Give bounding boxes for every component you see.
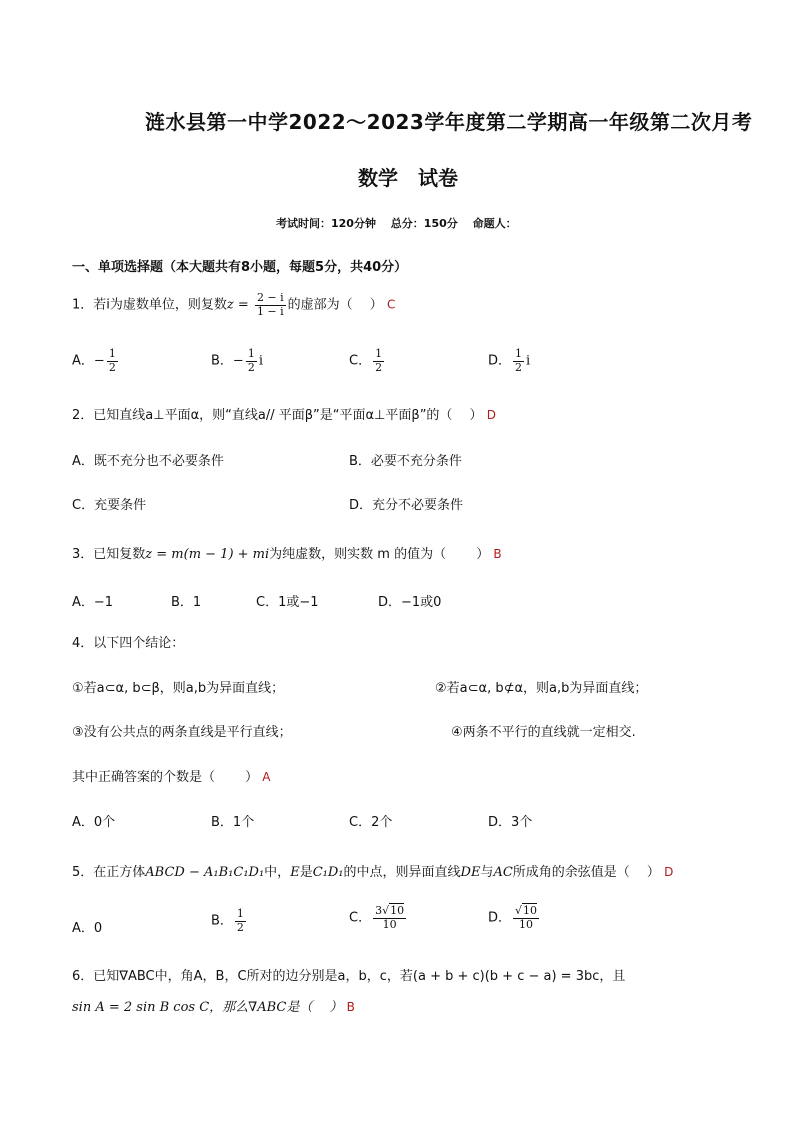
- statement-1: ①若a⊂α, b⊂β，则a,b为异面直线；: [72, 681, 285, 696]
- question-number: 1．: [72, 297, 94, 313]
- option-b: B． $\frac{1}{2}$: [211, 907, 244, 934]
- option-c: C． $\frac{3√10}{10}$: [349, 904, 405, 931]
- question-5: 5．在正方体ABCD − A₁B₁C₁D₁中，E是C₁D₁的中点，则异面直线DE与AC所成角的余弦值是（ ） D: [72, 865, 674, 880]
- option-d: D． $\frac{√10}{10}$: [488, 904, 538, 931]
- question-3: 3．已知复数z = m(m − 1) + mi为纯虚数，则实数 m 的值为（ ） B: [72, 547, 502, 562]
- question-1: 1．若i为虚数单位，则复数z = $\frac{2 - i}{1 - i}$ 的虚部为（ ） C: [72, 291, 396, 318]
- option-b: B．− $\frac{1}{2}$ i: [211, 347, 263, 374]
- fraction: $\frac{2 - i}{1 - i}$: [256, 291, 284, 318]
- exam-title: 涟水县第一中学2022～2023学年度第二学期高一年级第二次月考: [145, 110, 753, 134]
- option-d: D．充分不必要条件: [349, 498, 464, 513]
- option-d: D． $\frac{1}{2}$ i: [488, 347, 531, 374]
- option-a: A．− $\frac{1}{2}$: [72, 347, 116, 374]
- option-a: A．−1: [72, 595, 114, 610]
- answer-key: D: [486, 408, 496, 422]
- section-heading: 一、单项选择题（本大题共有8小题，每题5分，共40分）: [72, 260, 408, 275]
- option-b: B．必要不充分条件: [349, 454, 462, 469]
- option-b: B．1个: [211, 815, 255, 830]
- question-number: 3．: [72, 547, 94, 562]
- question-2: 2．已知直线a⊥平面α，则“直线a// 平面β”是“平面α⊥平面β”的（ ） D: [72, 408, 496, 423]
- question-4-prompt: 其中正确答案的个数是（ ） A: [72, 770, 271, 785]
- question-number: 6．: [72, 969, 94, 984]
- option-a: A．既不充分也不必要条件: [72, 454, 224, 469]
- option-c: C．2个: [349, 815, 393, 830]
- statement-3: ③没有公共点的两条直线是平行直线；: [72, 725, 292, 740]
- answer-key: B: [493, 547, 502, 561]
- question-4: 4．以下四个结论：: [72, 636, 185, 651]
- option-c: C．1或−1: [256, 595, 319, 610]
- answer-key: A: [262, 770, 271, 784]
- option-d: D．−1或0: [378, 595, 442, 610]
- question-number: 4．: [72, 636, 94, 651]
- question-6-line-2: sin A = 2 sin B cos C，那么∇ABC是（ ） B: [72, 1000, 355, 1015]
- option-a: A．0: [72, 921, 103, 936]
- exam-subject: 数学 试卷: [358, 166, 458, 190]
- option-c: C． $\frac{1}{2}$: [349, 347, 383, 374]
- option-a: A．0个: [72, 815, 116, 830]
- option-b: B．1: [171, 595, 202, 610]
- question-number: 2．: [72, 408, 94, 423]
- exam-info: 考试时间：120分钟 总分：150分 命题人：: [276, 217, 517, 230]
- option-d: D．3个: [488, 815, 533, 830]
- question-6: 6．已知∇ABC中，角A，B，C所对的边分别是a，b，c，若(a + b + c)(b + c − a) = 3bc，且: [72, 969, 626, 984]
- answer-key: D: [664, 865, 674, 879]
- answer-key: B: [346, 1000, 355, 1014]
- question-number: 5．: [72, 865, 94, 880]
- answer-key: C: [386, 297, 396, 312]
- statement-2: ②若a⊂α, b⊄α，则a,b为异面直线；: [435, 681, 648, 696]
- option-c: C．充要条件: [72, 498, 147, 513]
- statement-4: ④两条不平行的直线就一定相交.: [451, 725, 636, 740]
